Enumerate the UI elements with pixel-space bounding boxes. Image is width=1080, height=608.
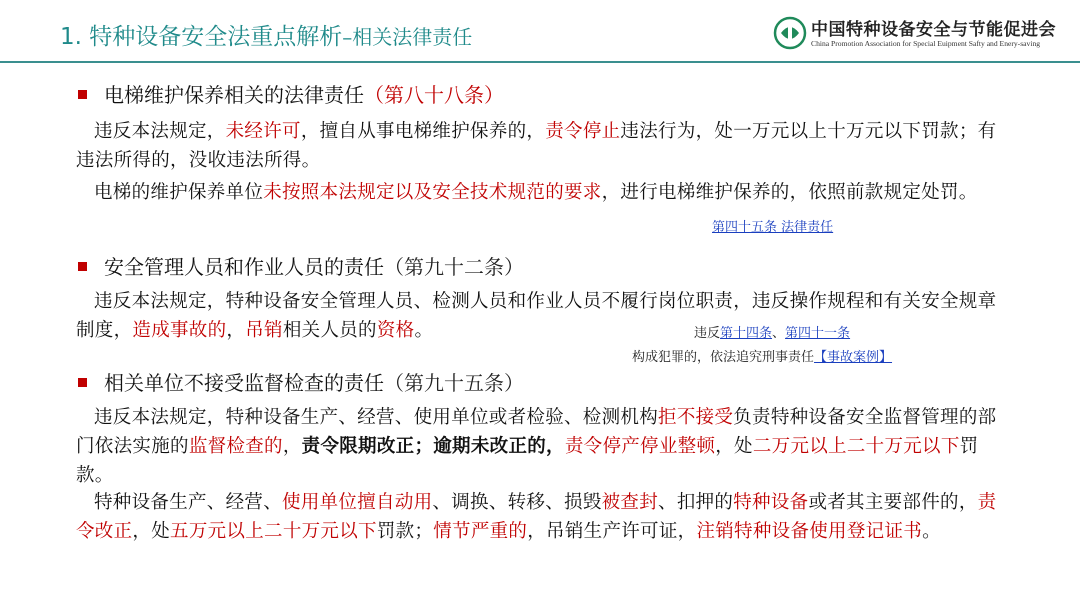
- section-heading: 相关单位不接受监督检查的责任（第九十五条）: [104, 371, 524, 395]
- bullet-square: [78, 378, 87, 387]
- accident-case-link[interactable]: 【事故案例】: [814, 350, 893, 365]
- logo-emblem-icon: [773, 16, 807, 50]
- law-reference-note: [712, 216, 833, 235]
- section-heading: 电梯维护保养相关的法律责任（第八十八条）: [104, 83, 504, 107]
- article-45-link[interactable]: 第四十五条 法律责任: [712, 220, 834, 235]
- slide-header: [0, 0, 1080, 62]
- page-title: 1. 特种设备安全法重点解析–相关法律责任: [60, 24, 473, 50]
- paragraph: 电梯的维护保养单位未按照本法规定以及安全技术规范的要求，进行电梯维护保养的，依照前款规定处罚。: [94, 182, 978, 203]
- criminal-note: 构成犯罪的，依法追究刑事责任【事故案例】: [632, 350, 893, 365]
- association-logo: [773, 14, 1073, 54]
- bullet-square: [78, 262, 87, 271]
- violation-note: 违反第十四条、第四十一条: [694, 326, 851, 341]
- article-14-link[interactable]: 第十四条: [720, 326, 773, 341]
- paragraph: 违反本法规定，特种设备安全管理人员、检测人员和作业人员不履行岗位职责，违反操作规程和有关安全规章制度，造成事故的，吊销相关人员的资格。: [76, 291, 997, 341]
- paragraph: 违反本法规定，未经许可，擅自从事电梯维护保养的，责令停止违法行为，处一万元以上十万元以下罚款；有违法所得的，没收违法所得。: [76, 121, 997, 171]
- article-41-link[interactable]: 第四十一条: [785, 326, 851, 341]
- logo-english-name: China Promotion Association for Special Euipment Safty and Enery-saving: [811, 39, 1041, 48]
- paragraph: 违反本法规定，特种设备生产、经营、使用单位或者检验、检测机构拒不接受负责特种设备安全监督管理的部门依法实施的监督检查的，责令限期改正；逾期未改正的，责令停产停业整顿，处二万元以上二十万元以下罚款。: [76, 407, 997, 486]
- logo-chinese-name: 中国特种设备安全与节能促进会: [811, 20, 1056, 40]
- page-subtitle: –相关法律责任: [342, 25, 473, 49]
- article-ref: （第九十二条）: [384, 255, 524, 279]
- article-ref: （第八十八条）: [364, 83, 504, 107]
- bullet-square: [78, 90, 87, 99]
- article-ref: （第九十五条）: [384, 371, 524, 395]
- section-heading: 安全管理人员和作业人员的责任（第九十二条）: [104, 255, 524, 279]
- paragraph: 特种设备生产、经营、使用单位擅自动用、调换、转移、损毁被查封、扣押的特种设备或者其主要部件的，责令改正，处五万元以上二十万元以下罚款；情节严重的，吊销生产许可证，注销特种设备使用登记证书。: [76, 492, 997, 542]
- header-divider: [0, 61, 1080, 63]
